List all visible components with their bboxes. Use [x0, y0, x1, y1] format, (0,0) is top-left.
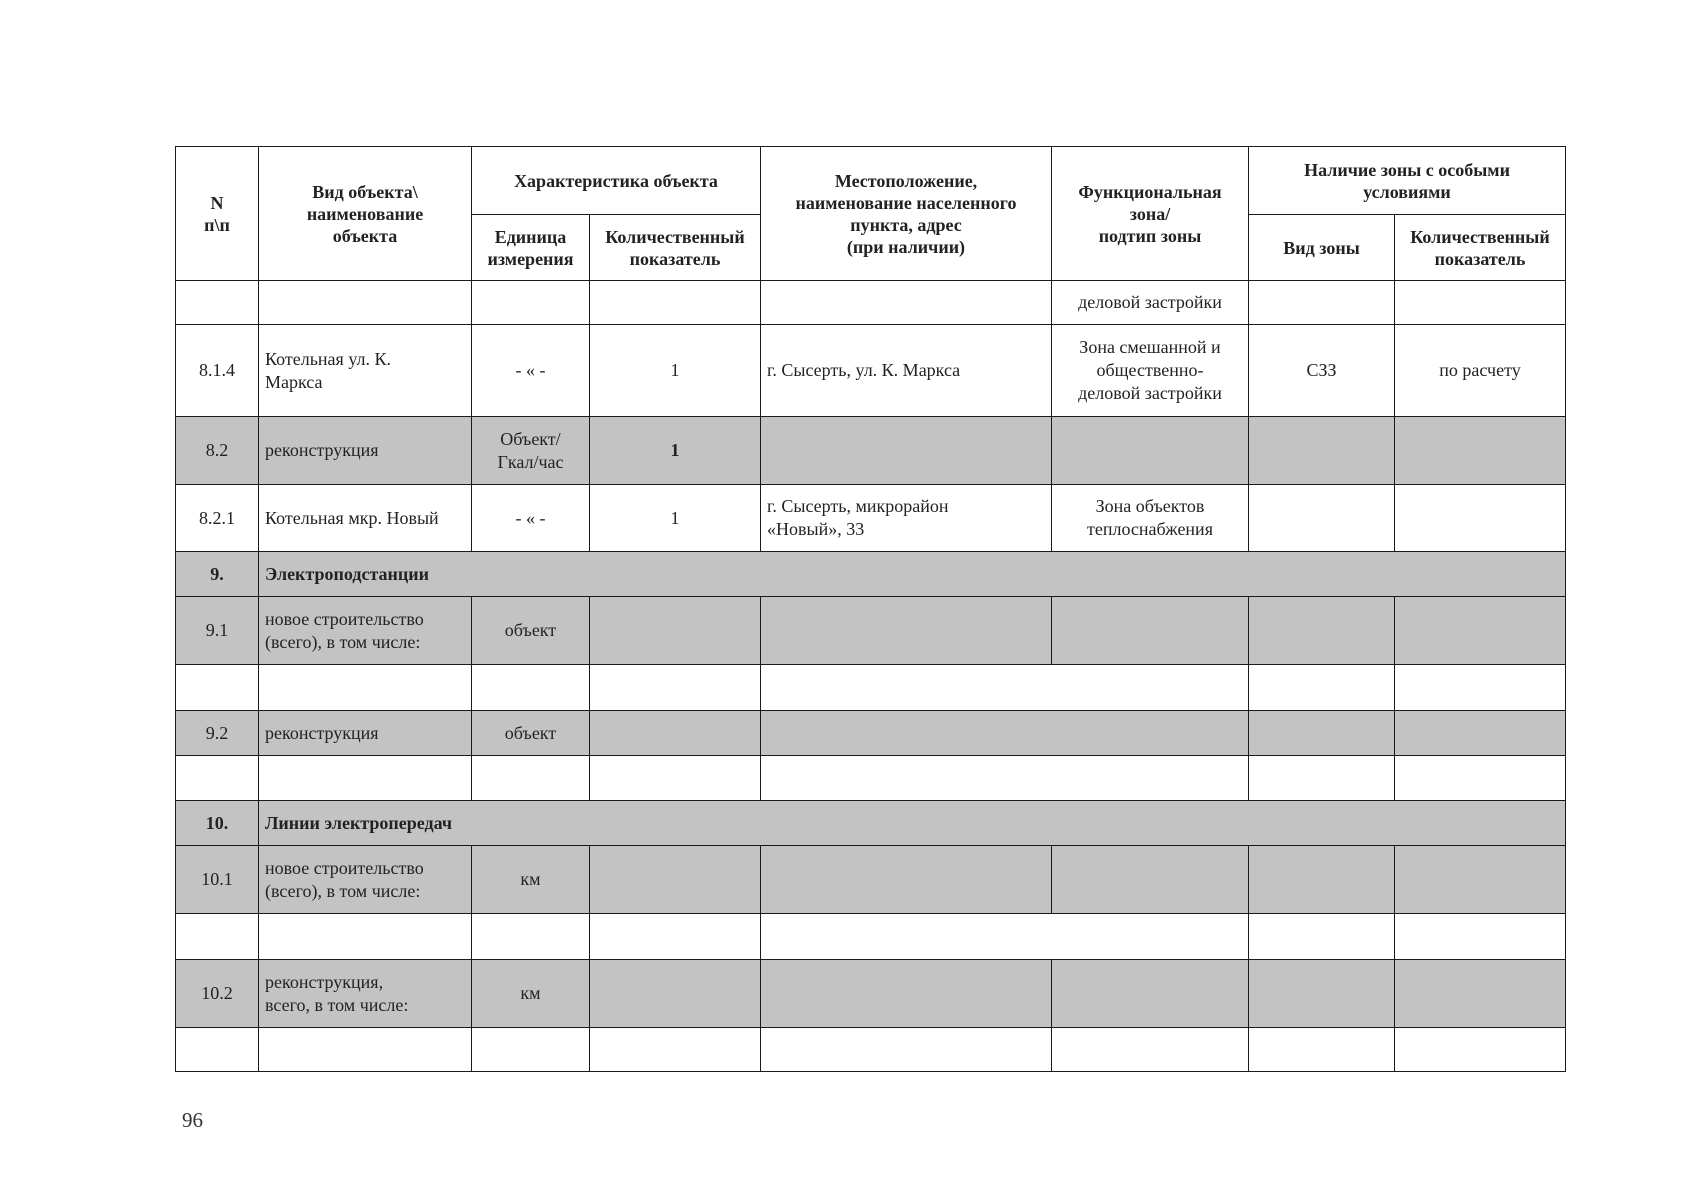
- header-special-zone: Наличие зоны с особыми условиями: [1249, 147, 1566, 215]
- cell-zone-qty: [1395, 756, 1566, 801]
- cell-qty: [590, 711, 761, 756]
- cell-zone-type: [1249, 914, 1395, 960]
- cell-name: Котельная мкр. Новый: [259, 485, 472, 552]
- cell-num: [176, 281, 259, 325]
- cell-location: [761, 281, 1052, 325]
- cell-zone-type: [1249, 960, 1395, 1028]
- table-row: [176, 846, 1566, 914]
- header-num: N п\п: [176, 147, 259, 281]
- table-row: [176, 281, 1566, 325]
- cell-num: 9.: [176, 552, 259, 597]
- cell-zone-type: СЗЗ: [1249, 325, 1395, 417]
- table-row: [176, 1028, 1566, 1072]
- cell-num: 8.2.1: [176, 485, 259, 552]
- table-row: [176, 665, 1566, 711]
- cell-location: г. Сысерть, микрорайон «Новый», 33: [761, 485, 1052, 552]
- cell-zone-type: [1249, 485, 1395, 552]
- header-functional-zone: Функциональная зона/ подтип зоны: [1052, 147, 1249, 281]
- cell-unit: Объект/ Гкал/час: [472, 417, 590, 485]
- cell-zone-type: [1249, 281, 1395, 325]
- table-row: [176, 711, 1566, 756]
- cell-location: [761, 846, 1052, 914]
- cell-unit: объект: [472, 597, 590, 665]
- cell-zone-qty: [1395, 711, 1566, 756]
- cell-qty: [590, 281, 761, 325]
- cell-unit: - « -: [472, 325, 590, 417]
- header-object-type: Вид объекта\ наименование объекта: [259, 147, 472, 281]
- cell-location: [761, 665, 1249, 711]
- header-characteristic: Характеристика объекта: [472, 147, 761, 215]
- cell-zone: деловой застройки: [1052, 281, 1249, 325]
- cell-zone-type: [1249, 417, 1395, 485]
- cell-zone-qty: [1395, 597, 1566, 665]
- cell-zone: [1052, 417, 1249, 485]
- cell-num: 9.1: [176, 597, 259, 665]
- cell-qty: [590, 665, 761, 711]
- section-row: [176, 552, 1566, 597]
- cell-num: [176, 1028, 259, 1072]
- cell-location: [761, 597, 1052, 665]
- cell-qty: [590, 597, 761, 665]
- cell-location: [761, 914, 1249, 960]
- table-row: [176, 325, 1566, 417]
- cell-name: [259, 281, 472, 325]
- cell-num: 10.1: [176, 846, 259, 914]
- cell-qty: [590, 846, 761, 914]
- cell-unit: км: [472, 846, 590, 914]
- cell-zone-qty: [1395, 485, 1566, 552]
- cell-name: новое строительство (всего), в том числе:: [259, 846, 472, 914]
- header-zone-quantity: Количественный показатель: [1395, 215, 1566, 281]
- cell-zone-qty: [1395, 914, 1566, 960]
- cell-num: 8.1.4: [176, 325, 259, 417]
- cell-name: реконструкция, всего, в том числе:: [259, 960, 472, 1028]
- cell-zone-qty: [1395, 960, 1566, 1028]
- cell-zone-qty: [1395, 846, 1566, 914]
- cell-qty: 1: [590, 485, 761, 552]
- cell-num: [176, 914, 259, 960]
- cell-location: [761, 711, 1249, 756]
- cell-location: [761, 417, 1052, 485]
- cell-qty: 1: [590, 417, 761, 485]
- cell-name: [259, 665, 472, 711]
- cell-zone-type: [1249, 756, 1395, 801]
- cell-zone-type: [1249, 1028, 1395, 1072]
- header-location: Местоположение, наименование населенного пункта, адрес (при наличии): [761, 147, 1052, 281]
- cell-name: [259, 1028, 472, 1072]
- cell-qty: [590, 1028, 761, 1072]
- cell-unit: [472, 281, 590, 325]
- section-row: [176, 801, 1566, 846]
- cell-zone-type: [1249, 597, 1395, 665]
- cell-qty: [590, 756, 761, 801]
- cell-name: реконструкция: [259, 711, 472, 756]
- cell-qty: [590, 960, 761, 1028]
- cell-num: 10.2: [176, 960, 259, 1028]
- cell-zone-qty: [1395, 417, 1566, 485]
- cell-num: [176, 756, 259, 801]
- cell-zone: [1052, 960, 1249, 1028]
- cell-zone: Зона объектов теплоснабжения: [1052, 485, 1249, 552]
- cell-num: [176, 665, 259, 711]
- cell-num: 8.2: [176, 417, 259, 485]
- cell-zone-qty: [1395, 1028, 1566, 1072]
- header-unit: Единица измерения: [472, 215, 590, 281]
- cell-unit: [472, 1028, 590, 1072]
- cell-qty: [590, 914, 761, 960]
- cell-zone: Зона смешанной и общественно- деловой застройки: [1052, 325, 1249, 417]
- cell-name: Котельная ул. К. Маркса: [259, 325, 472, 417]
- cell-unit: км: [472, 960, 590, 1028]
- section-title: Электроподстанции: [259, 552, 1566, 597]
- cell-num: 9.2: [176, 711, 259, 756]
- cell-unit: [472, 914, 590, 960]
- cell-zone-type: [1249, 846, 1395, 914]
- table-row: [176, 597, 1566, 665]
- cell-num: 10.: [176, 801, 259, 846]
- cell-unit: [472, 665, 590, 711]
- table-row: [176, 960, 1566, 1028]
- cell-qty: 1: [590, 325, 761, 417]
- table-row: [176, 914, 1566, 960]
- cell-unit: - « -: [472, 485, 590, 552]
- cell-name: [259, 756, 472, 801]
- table-row: [176, 485, 1566, 552]
- cell-zone-type: [1249, 665, 1395, 711]
- table-row: [176, 756, 1566, 801]
- cell-zone-type: [1249, 711, 1395, 756]
- cell-zone: [1052, 597, 1249, 665]
- cell-location: [761, 960, 1052, 1028]
- cell-name: [259, 914, 472, 960]
- header-row-1: [176, 147, 1566, 215]
- section-title: Линии электропередач: [259, 801, 1566, 846]
- cell-location: г. Сысерть, ул. К. Маркса: [761, 325, 1052, 417]
- cell-name: реконструкция: [259, 417, 472, 485]
- page-number: 96: [182, 1108, 203, 1132]
- cell-zone-qty: [1395, 665, 1566, 711]
- cell-zone-qty: по расчету: [1395, 325, 1566, 417]
- header-quantity: Количественный показатель: [590, 215, 761, 281]
- cell-location: [761, 1028, 1052, 1072]
- table-row: [176, 417, 1566, 485]
- cell-zone: [1052, 1028, 1249, 1072]
- cell-name: новое строительство (всего), в том числе:: [259, 597, 472, 665]
- cell-unit: объект: [472, 711, 590, 756]
- cell-zone: [1052, 846, 1249, 914]
- cell-location: [761, 756, 1249, 801]
- cell-unit: [472, 756, 590, 801]
- cell-zone-qty: [1395, 281, 1566, 325]
- header-zone-type: Вид зоны: [1249, 215, 1395, 281]
- data-table: [175, 146, 1566, 1072]
